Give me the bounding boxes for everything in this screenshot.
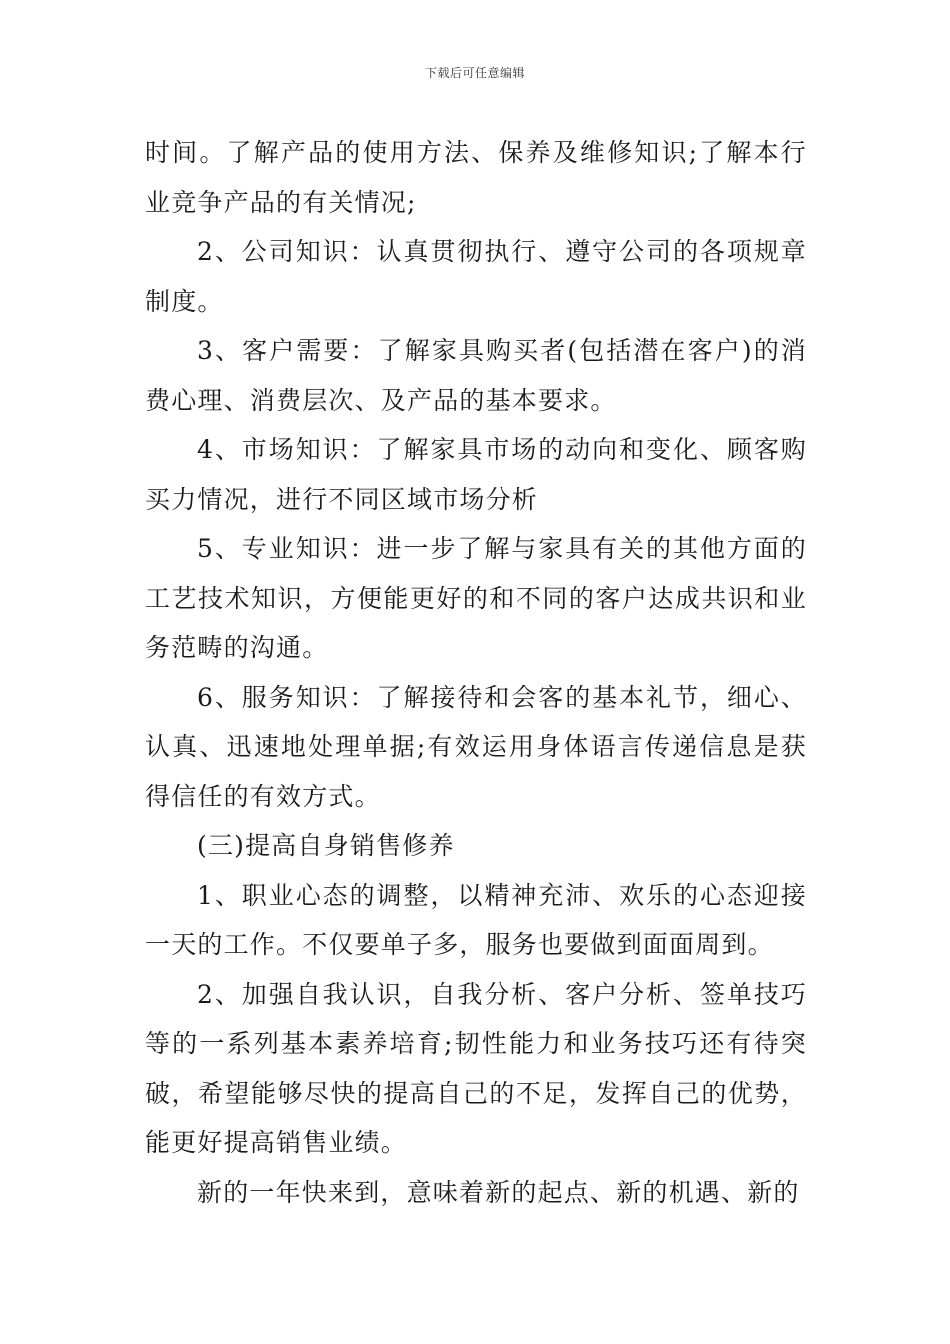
paragraph-2: 2、公司知识：认真贯彻执行、遵守公司的各项规章制度。 [145,237,807,316]
paragraph-3: 3、客户需要：了解家具购买者(包括潜在客户)的消费心理、消费层次、及产品的基本要求。 [145,336,807,415]
page-header: 下载后可任意编辑 [424,66,525,80]
document-body [145,128,807,1217]
paragraph-5: 5、专业知识：进一步了解与家具有关的其他方面的工艺技术知识，方便能更好的和不同的客户达成共识和业务范畴的沟通。 [145,534,807,662]
paragraph-9: 新的一年快来到，意味着新的起点、新的机遇、新的 [197,1177,800,1207]
section-heading: (三)提高自身销售修养 [197,831,455,860]
paragraph-1: 时间。了解产品的使用方法、保养及维修知识;了解本行业竞争产品的有关情况; [145,138,807,217]
paragraph-8: 2、加强自我认识，自我分析、客户分析、签单技巧等的一系列基本素养培育;韧性能力和业务技巧还有待突破，希望能够尽快的提高自己的不足，发挥自己的优势，能更好提高销售业绩。 [145,979,807,1157]
paragraph-6: 6、服务知识：了解接待和会客的基本礼节，细心、认真、迅速地处理单据;有效运用身体语言传递信息是获得信任的有效方式。 [145,682,807,811]
paragraph-7: 1、职业心态的调整，以精神充沛、欢乐的心态迎接一天的工作。不仅要单子多，服务也要做到面面周到。 [145,880,807,959]
paragraph-4: 4、市场知识：了解家具市场的动向和变化、顾客购买力情况，进行不同区域市场分析 [145,435,807,514]
